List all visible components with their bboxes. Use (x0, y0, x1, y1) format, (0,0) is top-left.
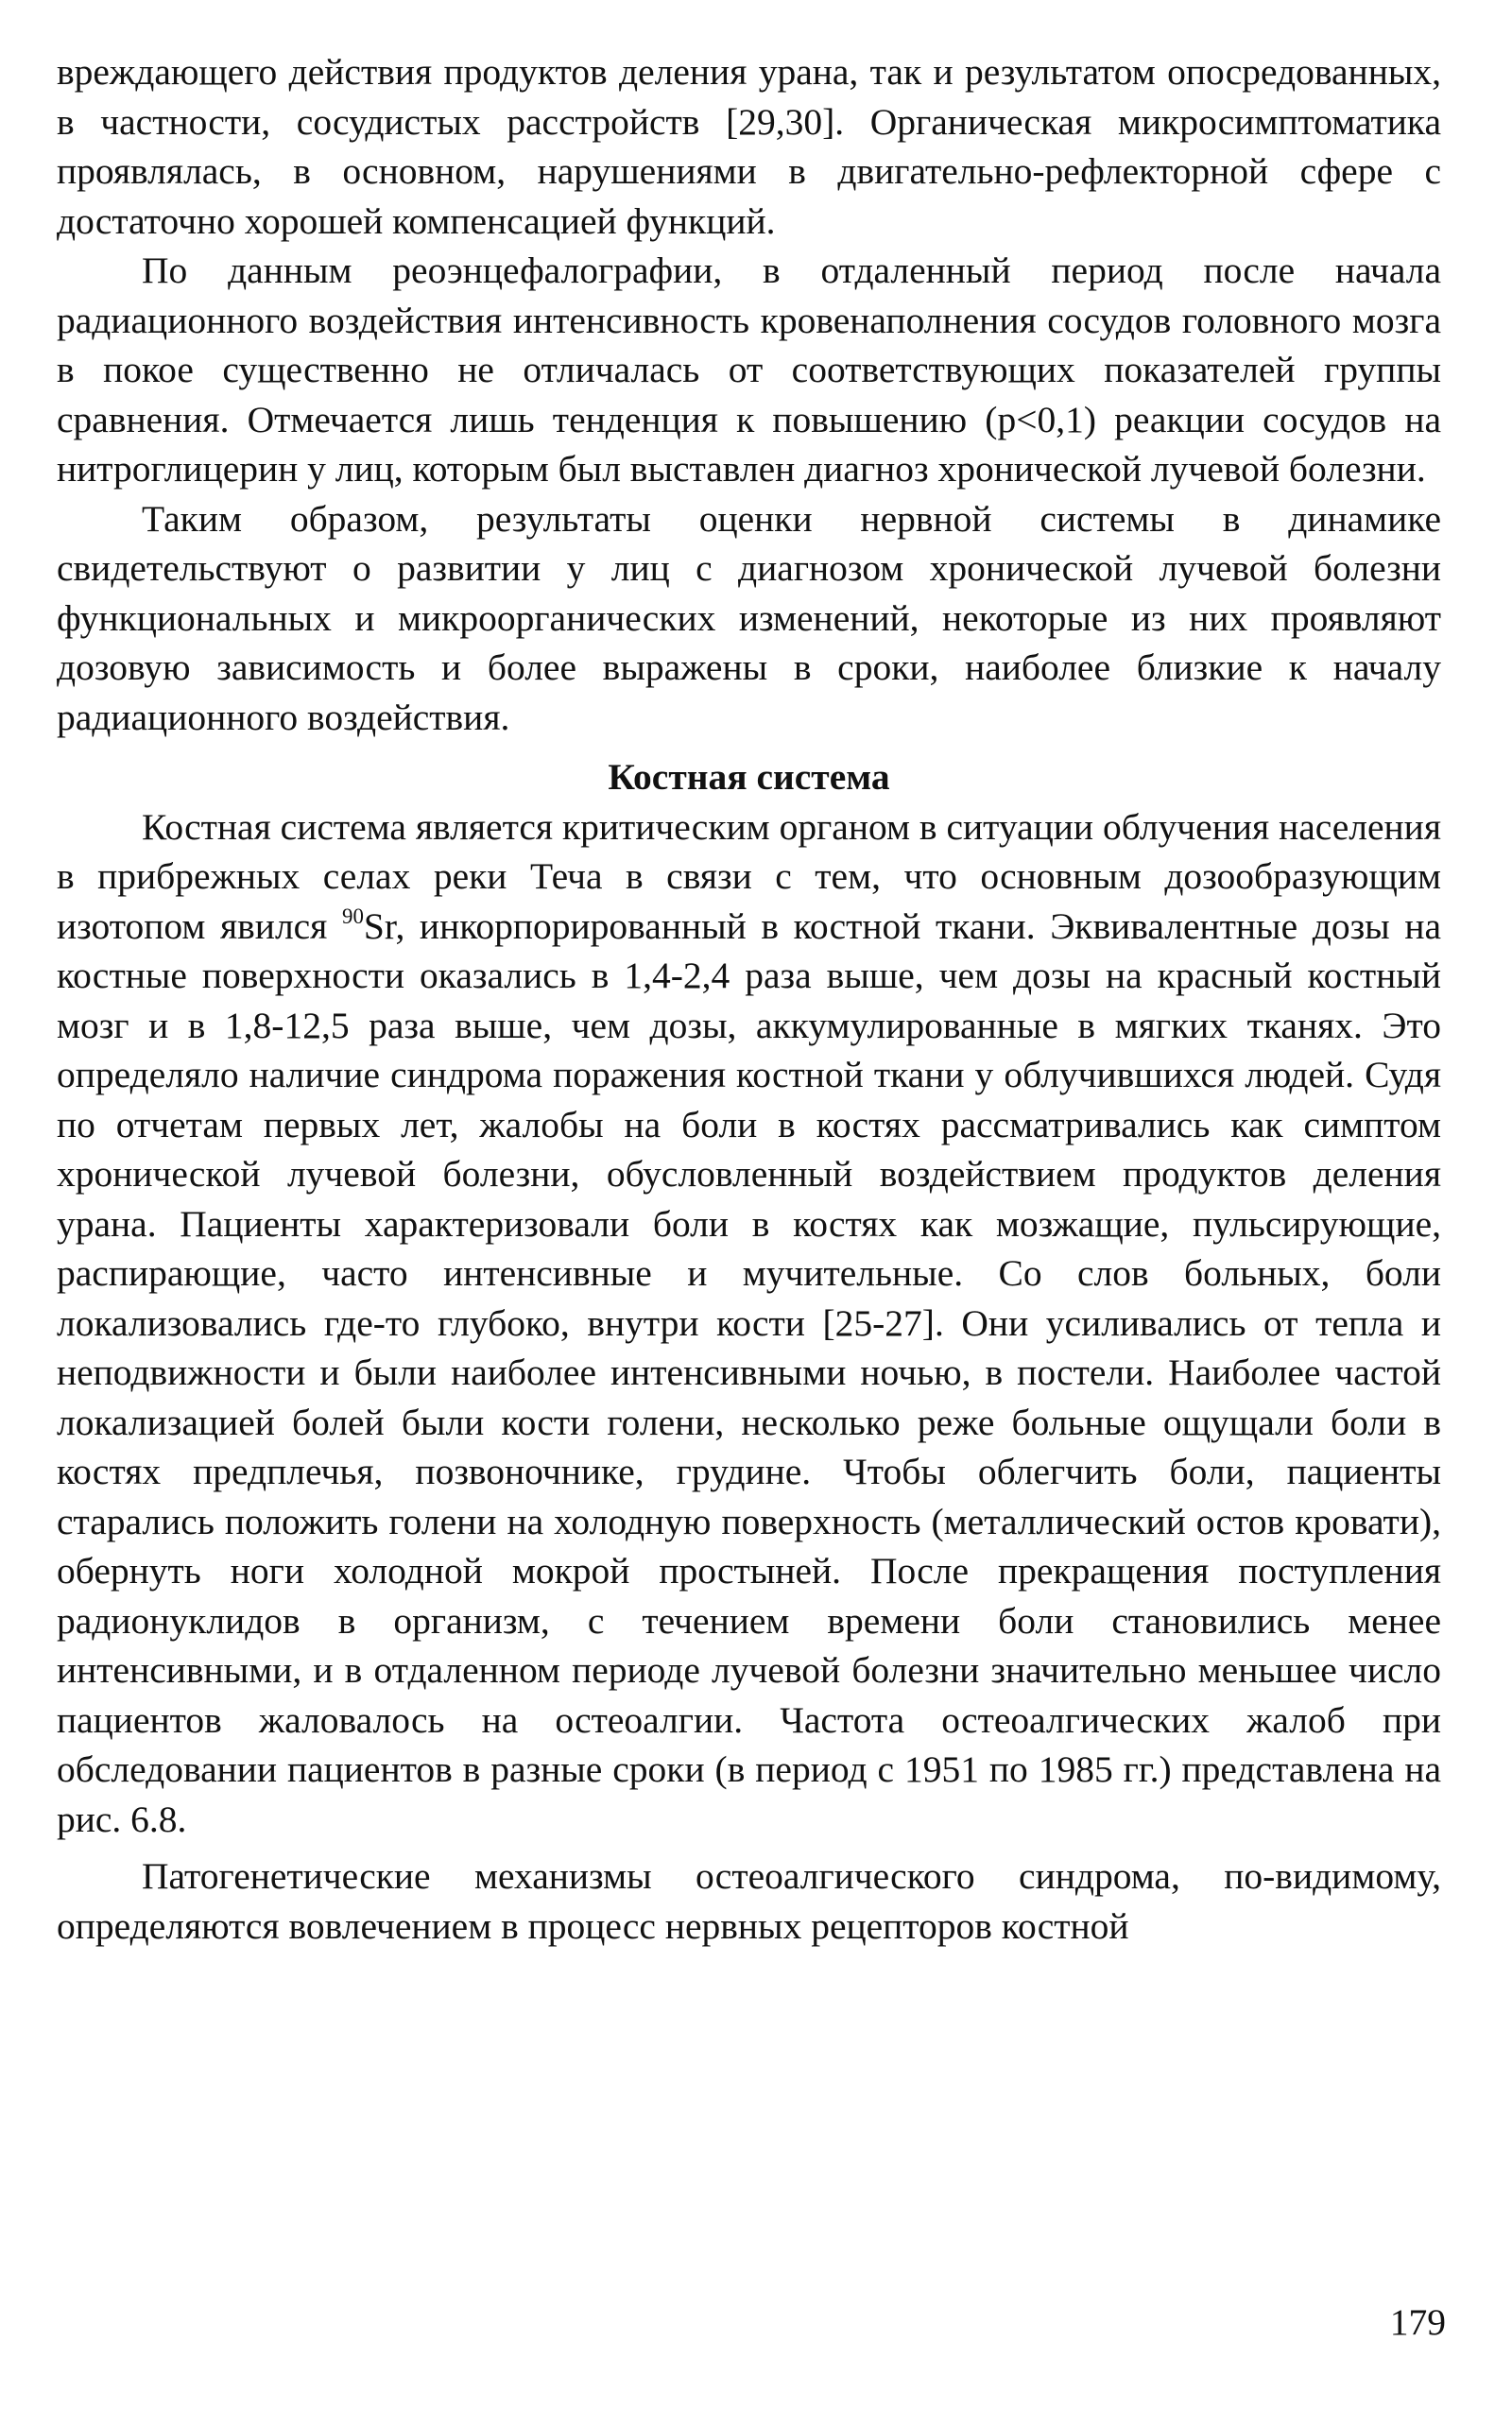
paragraph-nervous-system-continuation: вреждающего действия продуктов деления урана, так и результатом опосредованных, в частности, сосудистых расстройств [29,30]. Органическая микросимптоматика проявлялась, в основном, нарушениями в двигательно-рефлекторной сфере с достаточно хорошей компенсацией функций. (57, 51, 1441, 242)
isotope-symbol: Sr (363, 904, 396, 947)
paragraph-bone-system (57, 802, 1441, 1845)
paragraph-nervous-system-summary: Таким образом, результаты оценки нервной системы в динамике свидетельствуют о развитии у лиц с диагнозом хронической лучевой болезни функциональных и микроорганических изменений, некоторые из них проявляют дозовую зависимость и более выражены в сроки, наиболее близкие к началу радиационного воздействия. (57, 497, 1441, 738)
isotope-mass-number: 90 (341, 904, 364, 928)
section-heading-bone-system: Костная система (608, 756, 890, 798)
bone-text-after-isotope: , инкорпорированный в костной ткани. Эквивалентные дозы на костные поверхности оказались в 1,4-2,4 раза выше, чем дозы на красный костный мозг и в 1,8-12,5 раза выше, чем дозы, аккумулированные в мягких тканях. Это определяло наличие синдрома поражения костной ткани у облучившихся людей. Судя по отчетам первых лет, жалобы на боли в костях рассматривались как симптом хронической лучевой болезни, обусловленный воздействием продуктов деления урана. Пациенты характеризовали боли в костях как мозжащие, пульсирующие, распирающие, часто интенсивные и мучительные. Со слов больных, боли локализовались где-то глубоко, внутри кости [25-27]. Они усиливались от тепла и неподвижности и были наиболее интенсивными ночью, в постели. Наиболее частой локализацией болей были кости голени, несколько реже больные ощущали боли в костях предплечья, позвоночнике, грудине. Чтобы облегчить боли, пациенты старались положить голени на холодную поверхность (металлический остов кровати), обернуть ноги холодной мокрой простыней. После прекращения поступления радионуклидов в организм, с течением времени боли становились менее интенсивными, и в отдаленном периоде лучевой болезни значительно меньшее число пациентов жаловалось на остеоалгии. Частота остеоалгических жалоб при обследовании пациентов в разные сроки (в период с 1951 по 1985 гг.) представлена на рис. 6.8. (57, 904, 1442, 1840)
paragraph-rheoencephalography: По данным реоэнцефалографии, в отдаленный период после начала радиационного воздействия интенсивность кровенаполнения сосудов головного мозга в покое существенно не отличалась от соответствующих показателей группы сравнения. Отмечается лишь тенденция к повышению (р<0,1) реакции сосудов на нитроглицерин у лиц, которым был выставлен диагноз хронической лучевой болезни. (57, 250, 1441, 490)
bone-text-before-isotope: Костная система является критическим органом в ситуации облучения населения в прибрежных селах реки Теча в связи с тем, что основным дозообразующим изотопом явился (57, 805, 1441, 947)
paragraph-pathogenesis: Патогенетические механизмы остеоалгического синдрома, по-видимому, определяются вовлечением в процесс нервных рецепторов костной (57, 1855, 1441, 1947)
page-number: 179 (1389, 2301, 1446, 2343)
page-body (57, 47, 1441, 1951)
